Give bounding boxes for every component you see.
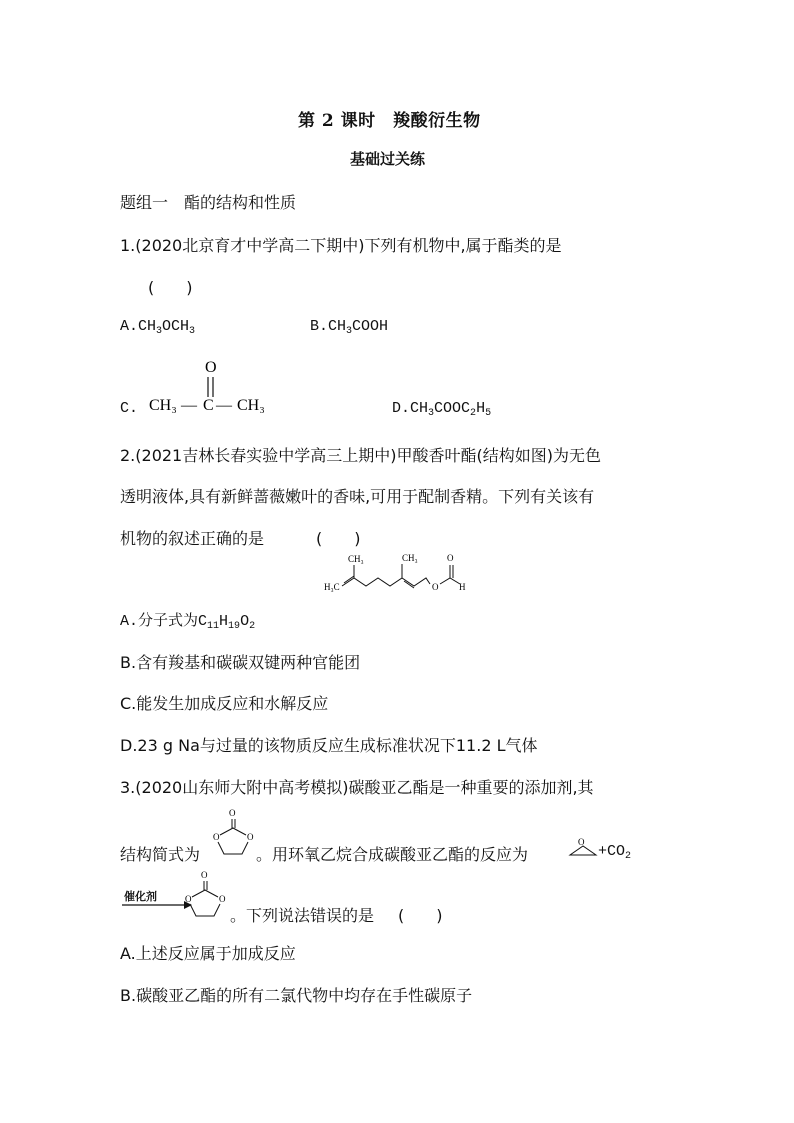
- q3-line-3: 。下列说法错误的是: [230, 906, 375, 925]
- lesson-title: 第 2 课时 羧酸衍生物: [298, 111, 481, 131]
- struct-o-top: O: [447, 553, 454, 563]
- struct-o-ring: O: [432, 582, 439, 592]
- q1-option-d: $D.CH_3COOC_2H_5$: [392, 400, 492, 419]
- svg-text:O: O: [185, 894, 192, 904]
- q2-option-a: A.分子式为$C_{11}H_{19}O_2$: [120, 613, 256, 632]
- svg-text:O: O: [247, 832, 254, 842]
- q2-option-c: C.能发生加成反应和水解反应: [120, 694, 329, 713]
- section-title: 基础过关练: [350, 150, 426, 168]
- acetone-structure: [145, 356, 275, 418]
- q3-line-2b: 。用环氧乙烷合成碳酸亚乙酯的反应为: [256, 845, 529, 864]
- ethylene-oxide-structure: [566, 836, 598, 858]
- q3-line-2a: 结构简式为: [120, 845, 201, 864]
- svg-text:O: O: [219, 894, 226, 904]
- struct-h: H: [459, 582, 466, 592]
- q1-option-c-label: C.: [120, 400, 139, 417]
- svg-text:O: O: [578, 837, 585, 847]
- q1-bracket: ( ): [148, 278, 193, 297]
- group-title: 题组一 酯的结构和性质: [120, 193, 297, 212]
- q3-option-a: A.上述反应属于加成反应: [120, 944, 296, 963]
- q1-option-a: $A.CH_3OCH_3$: [120, 318, 196, 337]
- ethylene-carbonate-product: [182, 866, 232, 922]
- struct-c-label: C: [203, 397, 214, 414]
- svg-text:O: O: [229, 808, 236, 818]
- q3-bracket: ( ): [398, 906, 443, 925]
- struct-h3c: H₃C: [324, 582, 340, 592]
- struct-ch3-a: CH₃: [348, 554, 364, 564]
- struct-dash-2: —: [216, 397, 232, 414]
- q2-line-1: 2.(2021吉林长春实验中学高三上期中)甲酸香叶酯(结构如图)为无色: [120, 446, 601, 465]
- ethylene-carbonate-structure: [210, 804, 260, 860]
- catalyst-label: 催化剂: [124, 890, 157, 903]
- q1-stem: 1.(2020北京育才中学高二下期中)下列有机物中,属于酯类的是: [120, 236, 562, 255]
- q3-plus-co2: $+CO_2$: [598, 843, 632, 862]
- q2-line-2: 透明液体,具有新鲜蔷薇嫩叶的香味,可用于配制香精。下列有关该有: [120, 487, 595, 506]
- struct-left-ch3: CH₃: [149, 397, 177, 414]
- svg-text:O: O: [213, 832, 220, 842]
- struct-ch3-b: CH₃: [402, 553, 418, 563]
- struct-dash-1: —: [181, 397, 197, 414]
- q2-option-b: B.含有羧基和碳碳双键两种官能团: [120, 653, 361, 672]
- q3-option-b: B.碳酸亚乙酯的所有二氯代物中均存在手性碳原子: [120, 986, 473, 1005]
- q3-line-1: 3.(2020山东师大附中高考模拟)碳酸亚乙酯是一种重要的添加剂,其: [120, 778, 594, 797]
- geranyl-formate-structure: [322, 548, 472, 596]
- q2-bracket: ( ): [316, 529, 361, 548]
- struct-o-label: O: [205, 359, 217, 376]
- q1-option-b: $B.CH_3COOH$: [310, 318, 389, 337]
- struct-right-ch3: CH₃: [237, 397, 265, 414]
- q2-line-3: 机物的叙述正确的是: [120, 529, 265, 548]
- q2-option-d: D.23 g Na与过量的该物质反应生成标准状况下11.2 L气体: [120, 736, 538, 755]
- svg-text:O: O: [201, 870, 208, 880]
